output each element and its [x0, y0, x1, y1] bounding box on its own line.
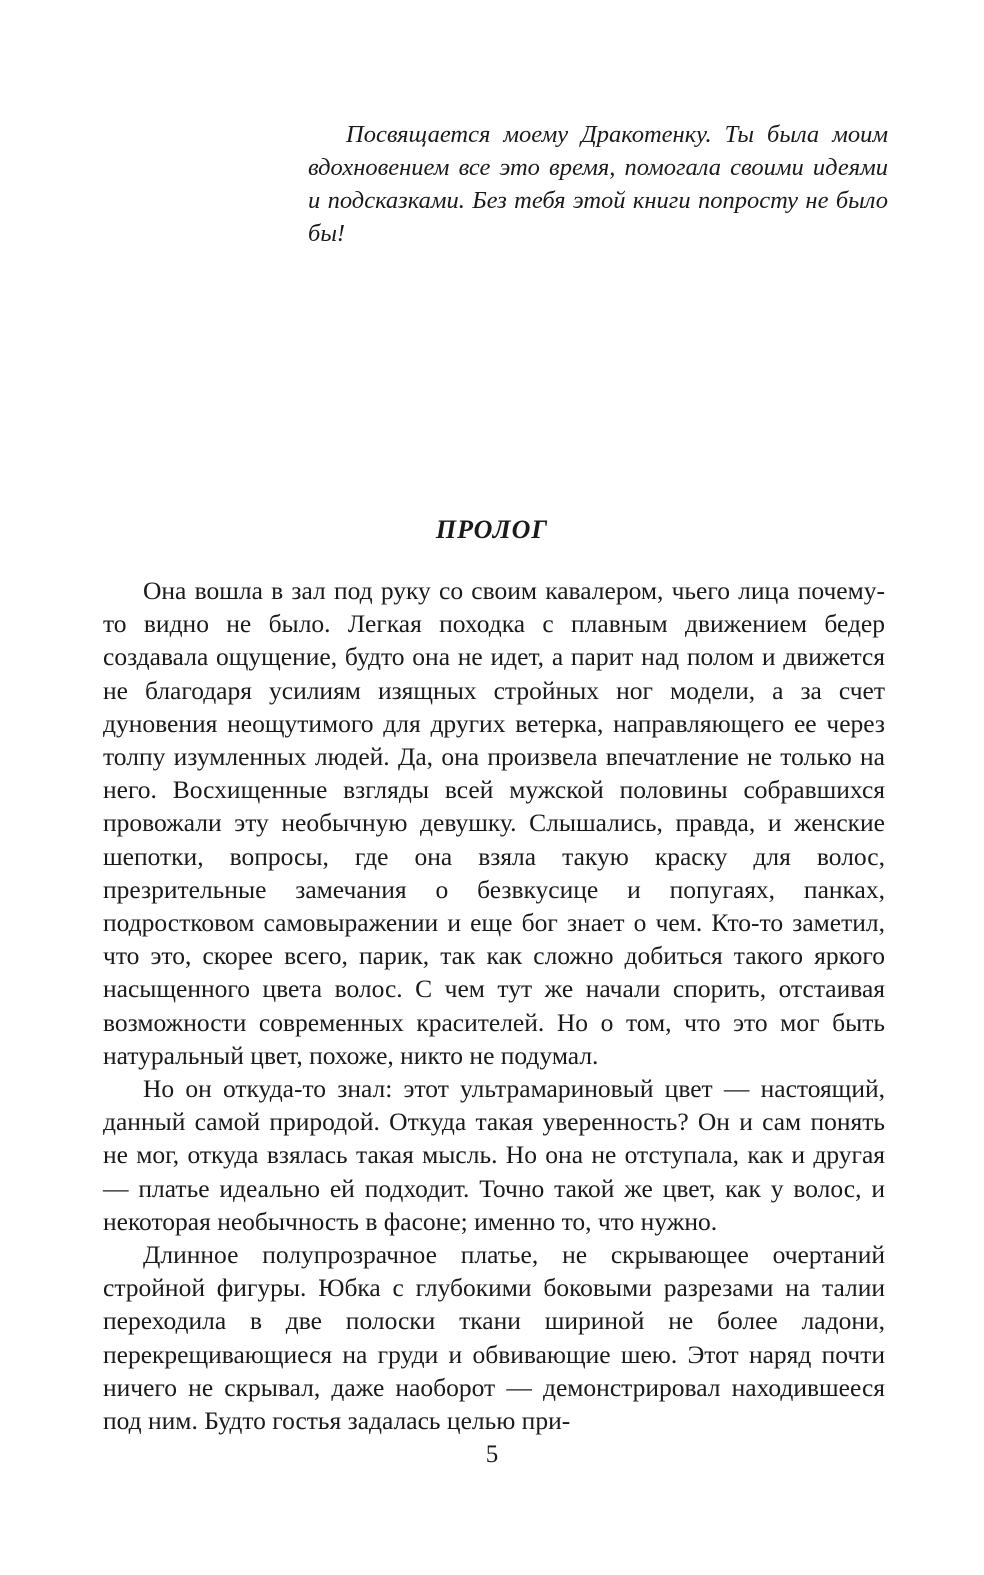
- chapter-title: ПРОЛОГ: [435, 515, 549, 544]
- paragraph: Она вошла в зал под руку со своим кавалером, чьего лица почему-то видно не было. Легкая походка с плавным движением бедер создавала ощущение, будто она не идет, а парит над полом и движется не благодаря усилиям изящных стройных ног модели, а за счет дуновения неощутимого для других ветерка, направляющего ее через толпу изумленных людей. Да, она произвела впечатление не только на него. Восхищенные взгляды всей мужской половины собравшихся провожали эту необычную девушку. Слышались, правда, и женские шепотки, вопросы, где она взяла такую краску для волос, презрительные замечания о безвкусице и попугаях, панках, подростковом самовыражении и еще бог знает о чем. Кто-то заметил, что это, скорее всего, парик, так как сложно добиться такого яркого насыщенного цвета волос. С чем тут же начали спорить, отстаивая возможности современных красителей. Но о том, что это мог быть натуральный цвет, похоже, никто не подумал.: [103, 576, 885, 1070]
- page-number: 5: [485, 1441, 499, 1468]
- paragraph: Но он откуда-то знал: этот ультрамариновый цвет — настоящий, данный самой природой. Откуда такая уверенность? Он и сам понять не мог, откуда взялась такая мысль. Но она не отступала, как и другая — платье идеально ей подходит. Точно такой же цвет, как у волос, и некоторая необычность в фасоне; именно то, что нужно.: [103, 1074, 885, 1236]
- paragraph: Длинное полупрозрачное платье, не скрывающее очертаний стройной фигуры. Юбка с глубокими боковыми разрезами на талии переходила в две полоски ткани шириной не более ладони, перекрещивающиеся на груди и обвивающие шею. Этот наряд почти ничего не скрывал, даже наоборот — демонстрировал находившееся под ним. Будто гостья задалась целью при-: [103, 1240, 885, 1436]
- chapter-body: [103, 574, 885, 1437]
- dedication-text: Посвящается моему Дракотенку. Ты была моим вдохновением все это время, помогала своими идеями и подсказками. Без тебя этой книги попросту не было бы!: [308, 121, 888, 247]
